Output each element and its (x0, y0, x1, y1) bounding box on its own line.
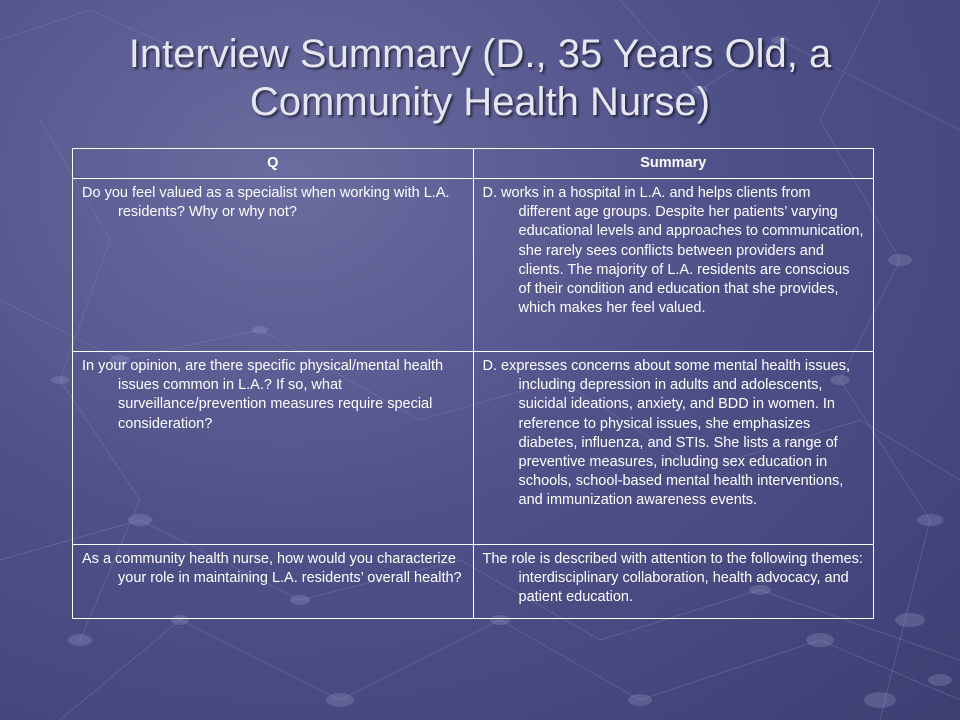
column-header-summary: Summary (473, 149, 874, 179)
question-cell (73, 352, 474, 545)
table-row (73, 545, 874, 619)
table-row (73, 179, 874, 352)
summary-text: D. works in a hospital in L.A. and helps clients from different age groups. Despite her patients’ varying educational levels and approaches to communication, she rarely sees conflicts between providers and clients. The majority of L.A. residents are conscious of their condition and education that she provides, which makes her feel valued. (482, 185, 864, 317)
slide-title: Interview Summary (D., 35 Years Old, a Community Health Nurse) (128, 32, 832, 124)
summary-text: The role is described with attention to the following themes: interdisciplinary collaboration, health advocacy, and patient education. (482, 551, 863, 606)
table-header-row (73, 149, 874, 179)
summary-text: D. expresses concerns about some mental health issues, including depression in adults and adolescents, suicidal ideations, anxiety, and BDD in women. In reference to physical issues, she emphasizes diabetes, influenza, and STIs. She lists a range of preventive measures, including sex education in schools, school-based mental health interventions, and immunization awareness events. (482, 358, 851, 509)
question-text: As a community health nurse, how would you characterize your role in maintaining L.A. residents’ overall health? (82, 551, 462, 587)
question-cell (73, 179, 474, 352)
column-header-q: Q (73, 149, 474, 179)
question-text: In your opinion, are there specific physical/mental health issues common in L.A.? If so, what surveillance/prevention measures require special consideration? (82, 358, 444, 432)
question-cell (73, 545, 474, 619)
question-text: Do you feel valued as a specialist when working with L.A. residents? Why or why not? (82, 185, 450, 221)
table-row (73, 352, 874, 545)
summary-cell (473, 179, 874, 352)
interview-summary-table (72, 148, 874, 619)
summary-cell (473, 352, 874, 545)
summary-cell (473, 545, 874, 619)
